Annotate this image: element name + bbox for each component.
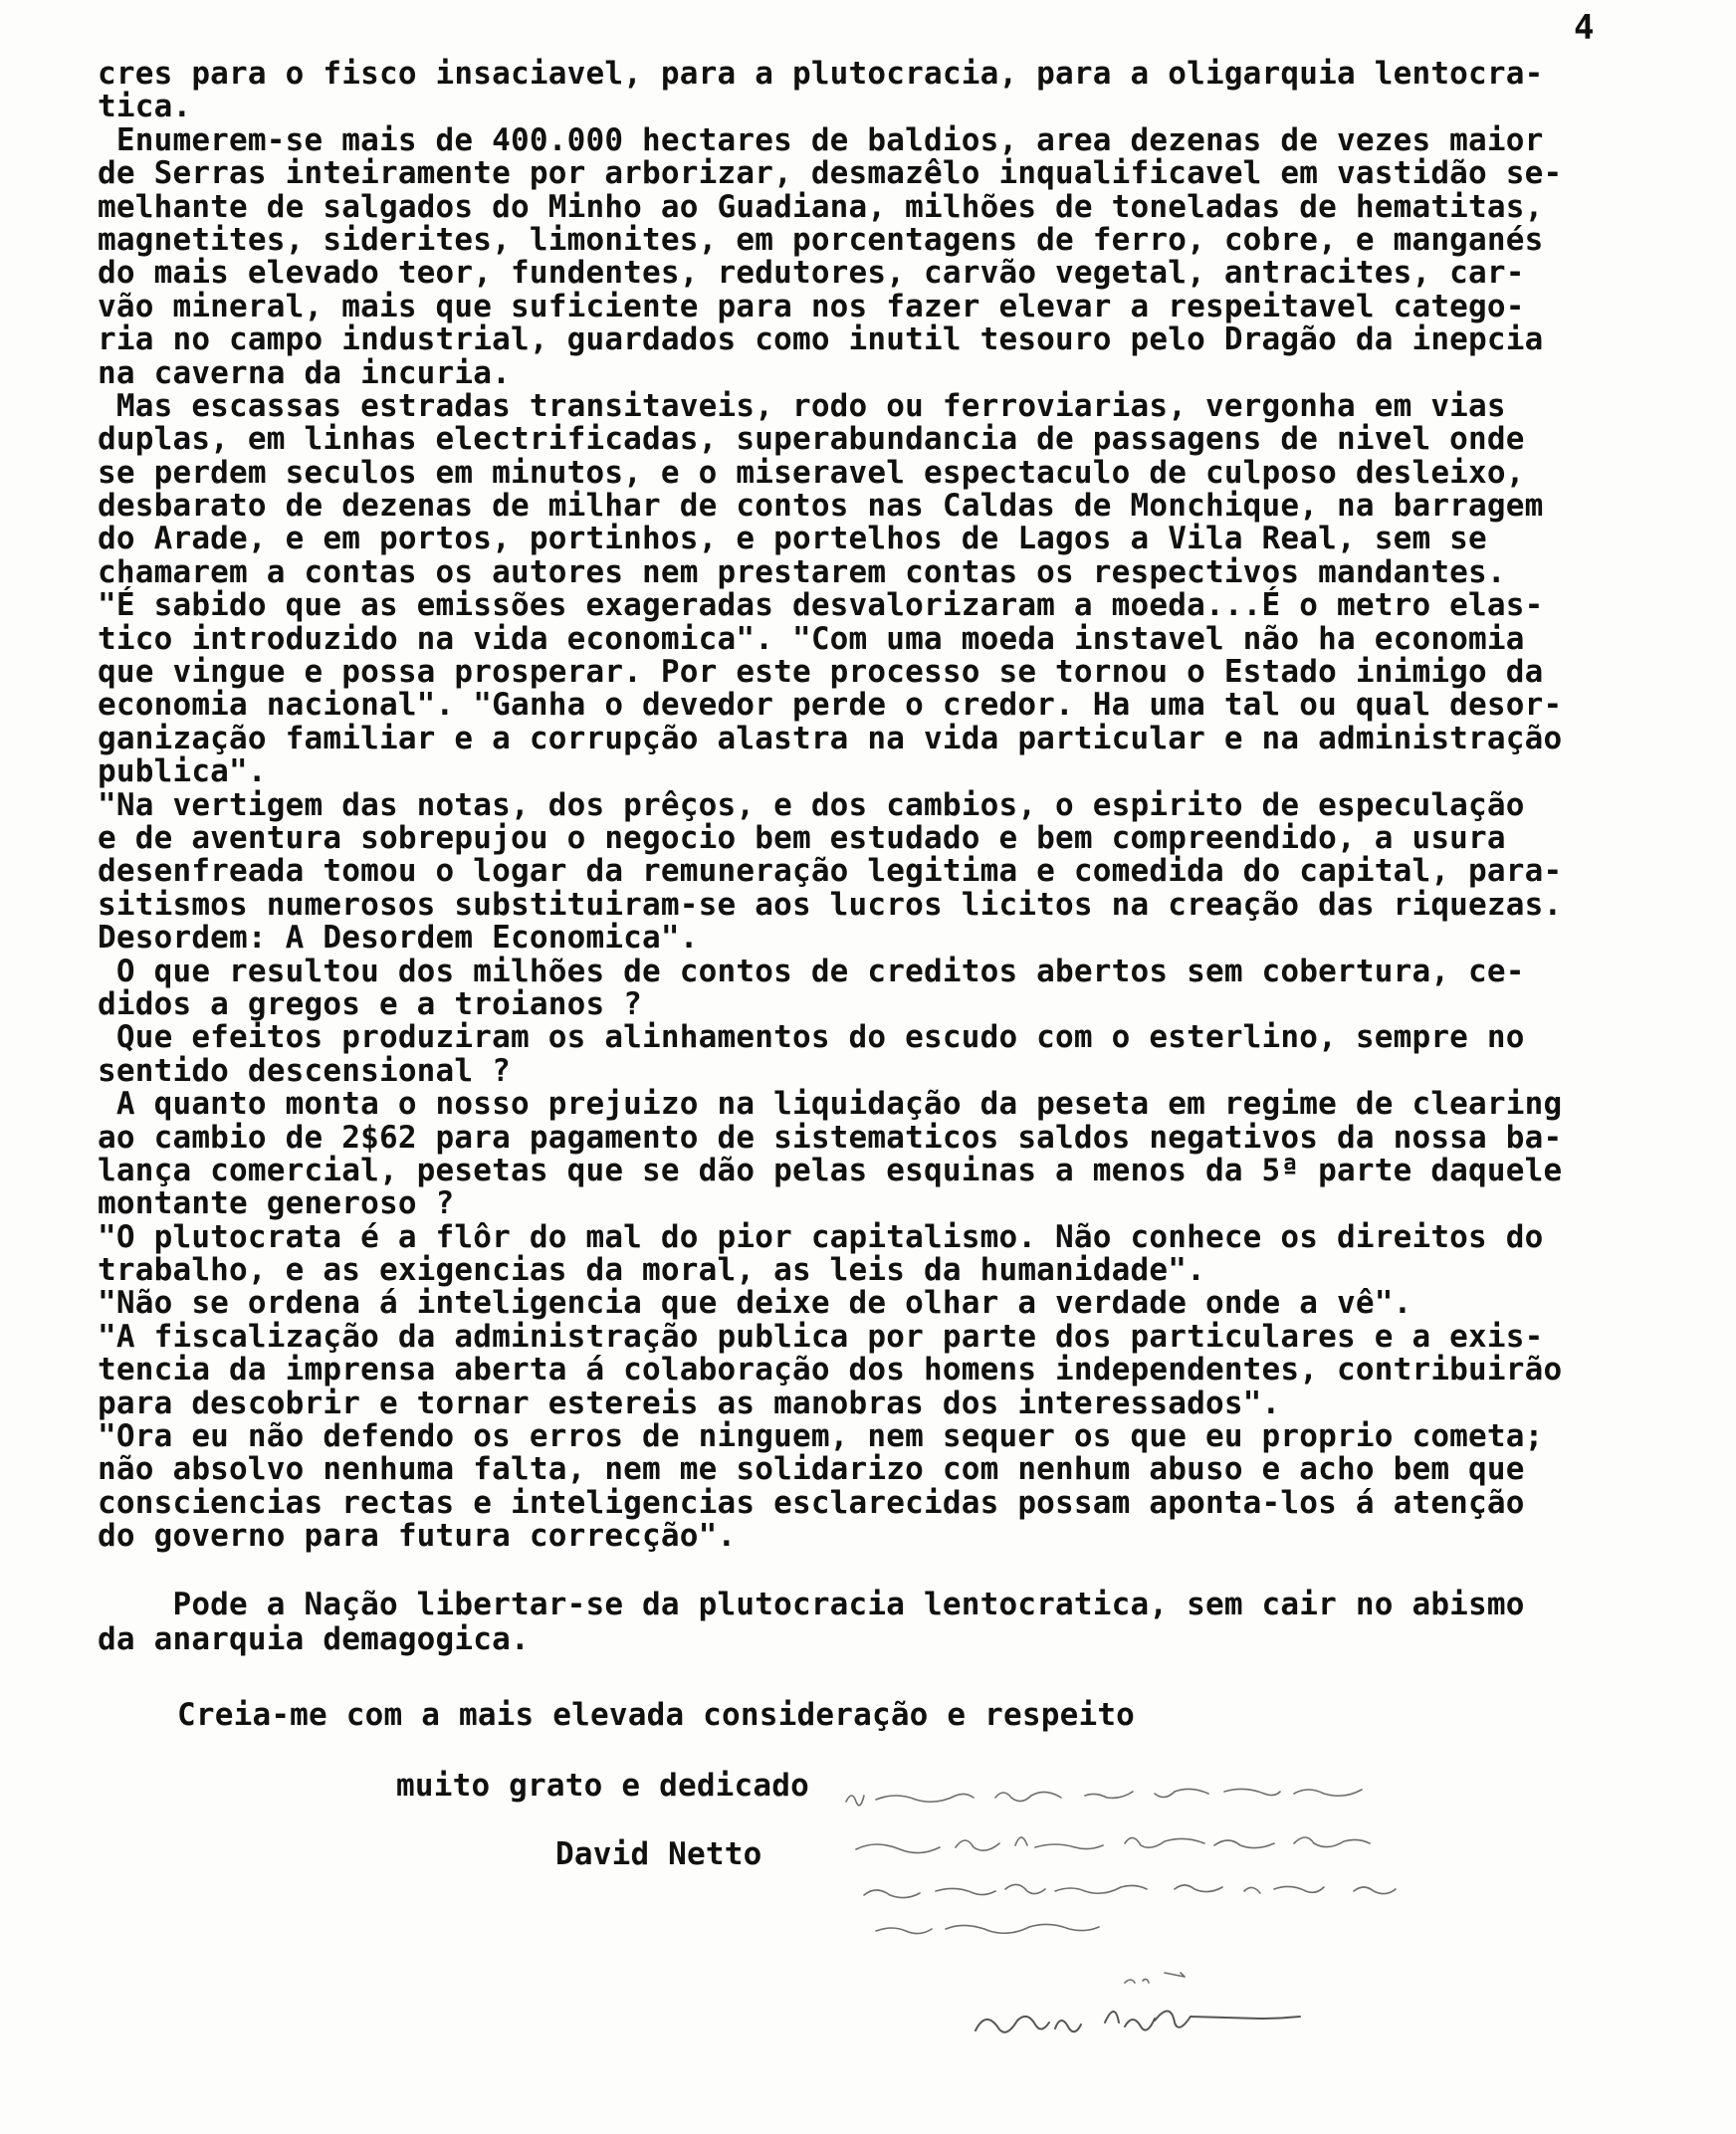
body-line: do governo para futura correcção". [98,1518,737,1555]
body-line: vão mineral, mais que suficiente para nos fazer elevar a respeitavel catego- [98,288,1525,324]
body-line: ganização familiar e a corrupção alastra na vida particular e na administração [98,720,1563,756]
body-line: "Não se ordena á inteligencia que deixe de olhar a verdade onde a vê". [98,1285,1412,1322]
body-line: "É sabido que as emissões exageradas desvalorizaram a moeda...É o metro elas- [98,587,1544,624]
body-line: do Arade, e em portos, portinhos, e portelhos de Lagos a Vila Real, sem se [98,521,1487,557]
body-line: chamarem a contas os autores nem prestarem contas os respectivos mandantes. [98,553,1506,590]
body-line: Desordem: A Desordem Economica". [98,920,699,957]
body-line: e de aventura sobrepujou o negocio bem estudado e bem compreendido, a usura [98,819,1506,856]
signoff: muito grato e dedicado [396,1768,809,1804]
body-line: lança comercial, pesetas que se dão pelas esquinas a menos da 5ª parte daquele [98,1152,1563,1188]
handwritten-annotation [836,1762,1593,2060]
body-line: "Na vertigem das notas, dos prêços, e dos cambios, o espirito de especulação [98,786,1525,823]
body-line: O que resultou dos milhões de contos de creditos abertos sem cobertura, ce- [98,953,1525,989]
body-line: sitismos numerosos substituiram-se aos lucros licitos na creação das riquezas. [98,886,1563,923]
body-line: tica. [98,89,192,125]
body-line: montante generoso ? [98,1185,455,1222]
body-line: A quanto monta o nosso prejuizo na liquidação da peseta em regime de clearing [98,1086,1563,1123]
body-line: "Ora eu não defendo os erros de ninguem, nem sequer os que eu proprio cometa; [98,1418,1544,1455]
body-line: ria no campo industrial, guardados como inutil tesouro pelo Dragão da inepcia [98,321,1544,358]
body-line: sentido descensional ? [98,1052,511,1089]
body-line: duplas, em linhas electrificadas, superabundancia de passagens de nivel onde [98,421,1525,458]
salutation: Creia-me com a mais elevada consideração e respeito [177,1697,1136,1733]
author-name: David Netto [555,1836,762,1872]
body-line: publica". [98,753,267,790]
body-line: para descobrir e tornar estereis as manobras dos interessados". [98,1385,1281,1421]
body-line: ao cambio de 2$62 para pagamento de sistematicos saldos negativos da nossa ba- [98,1119,1563,1156]
body-line: cres para o fisco insaciavel, para a plutocracia, para a oligarquia lentocra- [98,56,1544,92]
body-line: na caverna da incuria. [98,354,511,391]
closing-line: da anarquia demagogica. [98,1621,530,1657]
body-line: não absolvo nenhuma falta, nem me solidarizo com nenhum abuso e acho bem que [98,1451,1525,1488]
body-line: desbarato de dezenas de milhar de contos nas Caldas de Monchique, na barragem [98,488,1544,525]
body-line: Mas escassas estradas transitaveis, rodo ou ferroviarias, vergonha em vias [98,387,1506,424]
body-line: melhante de salgados do Minho ao Guadiana, milhões de toneladas de hematitas, [98,188,1544,225]
body-line: economia nacional". "Ganha o devedor perde o credor. Ha uma tal ou qual desor- [98,687,1563,724]
body-line: trabalho, e as exigencias da moral, as leis da humanidade". [98,1252,1205,1289]
body-line: de Serras inteiramente por arborizar, desmazêlo inqualificavel em vastidão se- [98,155,1563,192]
body-line: do mais elevado teor, fundentes, redutores, carvão vegetal, antracites, car- [98,255,1525,292]
letter-body [98,58,1650,1554]
closing-line: Pode a Nação libertar-se da plutocracia lentocratica, sem cair no abismo [98,1587,1525,1622]
body-line: consciencias rectas e inteligencias esclarecidas possam aponta-los á atenção [98,1484,1525,1521]
body-line: "A fiscalização da administração publica por parte dos particulares e a exis- [98,1318,1544,1355]
handwriting-icon [836,1762,1593,2060]
body-line: se perdem seculos em minutos, e o miseravel espectaculo de culposo desleixo, [98,454,1525,491]
body-line: didos a gregos e a troianos ? [98,985,643,1022]
body-line: Que efeitos produziram os alinhamentos do escudo com o esterlino, sempre no [98,1019,1525,1056]
body-line: que vingue e possa prosperar. Por este processo se tornou o Estado inimigo da [98,654,1544,691]
body-line: Enumerem-se mais de 400.000 hectares de baldios, area dezenas de vezes maior [98,121,1544,158]
body-line: "O plutocrata é a flôr do mal do pior capitalismo. Não conhece os direitos do [98,1218,1544,1255]
body-line: tencia da imprensa aberta á colaboração dos homens independentes, contribuirão [98,1352,1563,1388]
body-line: tico introduzido na vida economica". "Com uma moeda instavel não ha economia [98,620,1525,657]
page-number: 4 [1574,8,1595,48]
body-line: magnetites, siderites, limonites, em porcentagens de ferro, cobre, e manganés [98,221,1544,258]
body-line: desenfreada tomou o logar da remuneração legitima e comedida do capital, para- [98,853,1563,890]
closing-paragraph [98,1588,1650,1657]
